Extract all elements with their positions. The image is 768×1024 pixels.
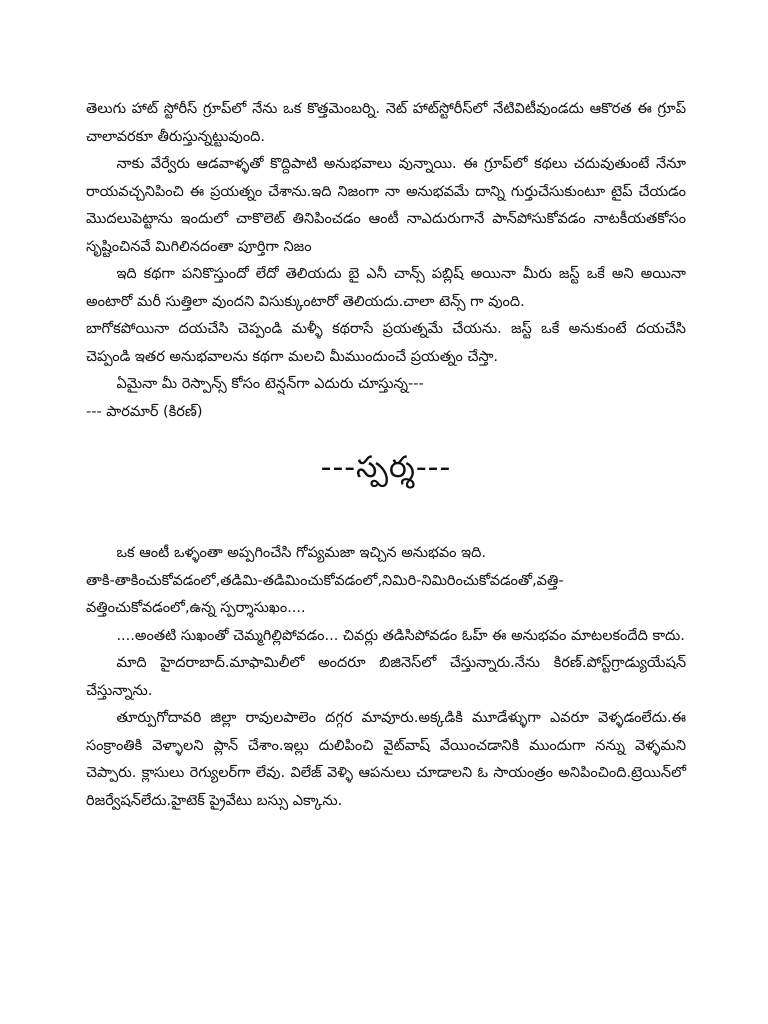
intro-paragraph-2: నాకు వేర్వేరు ఆడవాళ్ళతో కొద్దిపాటి అనుభవాలు వున్నాయి. ఈ గ్రూప్‌లో కథలు చదువుతుంటే నేనూ రాయవచ్చనిపించి ఈ ప్రయత్నం చేశాను.ఇది నిజంగా నా అనుభవమే దాన్ని గుర్తుచేసుకుంటూ టైప్ చేయడం మొదలుపెట్టాను ఇందులో చాకొలెట్ తినిపించడం ఆంటీ నాఎదురుగానే పాన్‌పోసుకోవడం నాటకీయతకోసం సృష్టించినవే మిగిలినదంతా పూర్తిగా నిజం [86,156,686,255]
story-paragraph-3: ....అంతటి సుఖంతో చెమ్మగిల్లిపోవడం... చివర్లు తడిసిపోవడం ఓహ్ ఈ అనుభవం మాటలకందేది కాదు. [116,627,685,644]
story-paragraph-2: తాకి-తాకించుకోవడంలో,తడిమి-తడిమించుకోవడంలో,నిమిరి-నిమిరించుకోవడంతో,వత్తి-వత్తించుకోవడంలో,ఉన్న స్పర్శాసుఖం.... [86,572,564,616]
story-paragraph-4: మాది హైదరాబాద్.మాఫామిలీలో అందరూ బిజినెస్‌లో చేస్తున్నారు.నేను కిరణ్.పోస్ట్‌గ్రాడ్యుయేషన్ చేస్తున్నాను. [86,655,686,699]
story-paragraph-1: ఒక ఆంటీ ఒళ్ళంతా అప్పగించేసి గోప్యమజా ఇచ్చిన అనుభవం ఇది. [116,545,486,561]
story-paragraph-5: తూర్పుగోదావరి జిల్లా రావులపాలెం దగ్గర మావూరు.అక్కడికి మూడేళ్ళుగా ఎవరూ వెళ్ళడంలేదు.ఈ సంక్రాంతికి వెళ్ళాలని ప్లాన్ చేశాం.ఇల్లు దులిపించి వైట్‌వాష్ వేయించడానికి ముందుగా నన్ను వెళ్ళమని చెప్పారు. క్లాసులు రెగ్యులర్‌గా లేవు. విలేజ్ వెళ్ళి ఆపనులు చూడాలని ఓ సాయంత్రం అనిపించింది.ట్రెయిన్‌లో రిజర్వేషన్‌లేదు.హైటెక్ ప్రైవేటు బస్సు ఎక్కాను. [86,710,686,809]
document-body [86,96,686,815]
author-signature: --- పారమార్ (కిరణ్) [86,403,203,420]
intro-paragraph-1: తెలుగు హాట్ స్టోరీస్ గ్రూప్‌లో నేను ఒక కొత్తమెంబర్ని. నెట్ హాట్‌స్టోరీస్‌లో నేటివిటీవుండదు ఆకొరత ఈ గ్రూప్ చాలావరకూ తీరుస్తున్నట్టువుంది. [86,101,686,145]
story-title: ---స్పర్శ--- [320,450,452,485]
intro-paragraph-3: ఇది కథగా పనికొస్తుందో లేదో తెలియదు బై ఎనీ చాన్స్ పబ్లిష్ అయినా మీరు జస్ట్ ఒకే అని అయినా అంటారో మరీ సుత్తిలా వుందని విసుక్కుంటారో తెలియదు.చాలా టెన్స్ గా వుంది. [86,266,686,310]
intro-paragraph-4: బాగోకపోయినా దయచేసి చెప్పండి మళ్ళీ కథరాసే ప్రయత్నమే చేయను. జస్ట్ ఒకే అనుకుంటే దయచేసి చెప్పండి ఇతర అనుభవాలను కథగా మలచి మీముందుంచే ప్రయత్నం చేస్తా. [86,321,686,365]
intro-paragraph-5: ఏమైనా మీ రెస్పాన్స్ కోసం టెన్షన్‌గా ఎదురు చూస్తున్న--- [116,376,424,392]
